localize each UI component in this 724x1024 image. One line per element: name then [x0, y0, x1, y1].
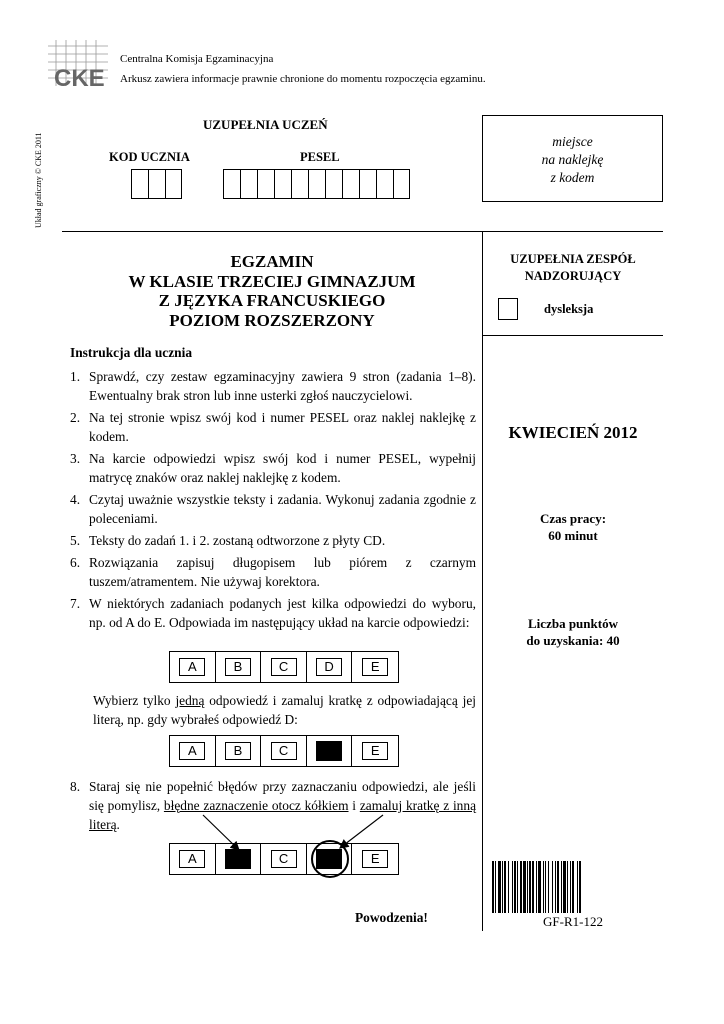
student-section-title: UZUPEŁNIA UCZEŃ — [203, 117, 328, 132]
answer-slot — [261, 652, 307, 682]
answer-slot — [352, 736, 398, 766]
detail-text: Wybierz tylko — [93, 693, 176, 708]
pesel-cell[interactable] — [257, 169, 274, 199]
code-cell[interactable] — [148, 169, 165, 199]
instruction-num: 4. — [70, 492, 81, 507]
pesel-cell[interactable] — [393, 169, 410, 199]
answer-slot — [170, 736, 216, 766]
code-cell[interactable] — [131, 169, 148, 199]
exam-title-line: EGZAMIN — [230, 252, 314, 271]
answer-letter: D — [316, 658, 342, 676]
detail-text: odpowiedź i zamaluj kratkę z odpowiadającą jej literą, np. gdy wybrałeś odpowiedź D: — [93, 693, 477, 727]
answer-slot — [216, 652, 262, 682]
exam-title-line: Z JĘZYKA FRANCUSKIEGO — [158, 291, 386, 310]
time-value: 60 minut — [548, 528, 598, 543]
pesel-input[interactable] — [223, 169, 410, 199]
instructions-list — [70, 367, 476, 635]
filled-box — [316, 741, 342, 761]
column-divider — [482, 231, 483, 931]
instruction-text: W niektórych zadaniach podanych jest kilka odpowiedzi do wyboru, np. od A do E. Odpowiada im następujący układ na karcie odpowiedzi: — [89, 596, 476, 630]
instruction-text: . — [116, 817, 120, 832]
points-label: Liczba punktów — [528, 616, 618, 631]
exam-title-line: POZIOM ROZSZERZONY — [169, 310, 375, 330]
pesel-cell[interactable] — [291, 169, 308, 199]
instruction-item — [70, 531, 476, 550]
instruction-num: 5. — [70, 533, 81, 548]
confidential-notice: Arkusz zawiera informacje prawnie chronione do momentu rozpoczęcia egzaminu. — [120, 73, 486, 85]
answer-letter: A — [179, 658, 205, 676]
answer-letter: E — [362, 742, 388, 760]
exam-date: KWIECIEŃ 2012 — [508, 423, 638, 442]
side-label: Układ graficzny © CKE 2011 — [34, 132, 43, 228]
answer-letter: A — [179, 850, 205, 868]
instruction-text: Staraj się nie popełnić błędów przy zaznaczaniu odpowiedzi, ale jeśli się pomylisz, — [89, 779, 476, 813]
instruction-text: Sprawdź, czy zestaw egzaminacyjny zawiera 9 stron (zadania 1–8). Ewentualny brak stron lub inne usterki zgłoś nauczycielowi. — [89, 369, 476, 403]
answer-letter: E — [362, 658, 388, 676]
pesel-cell[interactable] — [359, 169, 376, 199]
svg-text:CKE: CKE — [54, 65, 105, 92]
dyslexia-label: dysleksja — [544, 302, 594, 316]
instruction-text: Teksty do zadań 1. i 2. zostaną odtworzone z płyty CD. — [89, 533, 386, 548]
pesel-cell[interactable] — [376, 169, 393, 199]
instruction-text: i — [348, 798, 360, 813]
answer-slot — [307, 844, 353, 874]
instruction-text: Na karcie odpowiedzi wpisz swój kod i numer PESEL, wypełnij matrycę znaków oraz naklej naklejkę z kodem. — [89, 451, 476, 485]
exam-title-line: W KLASIE TRZECIEJ GIMNAZJUM — [128, 271, 416, 291]
answer-example-row-corrected — [169, 843, 399, 875]
instruction-num: 7. — [70, 596, 81, 611]
pesel-cell[interactable] — [223, 169, 240, 199]
instruction-item — [70, 594, 476, 632]
detail-emphasis: jedną — [175, 693, 205, 708]
instruction-item — [70, 490, 476, 528]
divider — [62, 231, 663, 232]
logo-grid-icon — [48, 40, 108, 92]
dyslexia-checkbox[interactable] — [498, 298, 518, 320]
pesel-cell[interactable] — [342, 169, 359, 199]
answer-letter: C — [271, 850, 297, 868]
barcode — [492, 861, 658, 913]
instruction-num: 8. — [70, 779, 81, 794]
pesel-cell[interactable] — [240, 169, 257, 199]
pesel-cell[interactable] — [308, 169, 325, 199]
instruction-text: Rozwiązania zapisuj długopisem lub piórem z czarnym tuszem/atramentem. Nie używaj korektora. — [89, 555, 476, 589]
answer-example-row-filled — [169, 735, 399, 767]
instruction-num: 1. — [70, 369, 81, 384]
answer-slot — [170, 652, 216, 682]
answer-example-row — [169, 651, 399, 683]
sticker-line: z kodem — [550, 170, 595, 185]
answer-letter: A — [179, 742, 205, 760]
answer-slot — [216, 844, 262, 874]
barcode-icon — [492, 861, 658, 913]
answer-slot — [307, 652, 353, 682]
points-info — [483, 615, 663, 649]
instruction-num: 6. — [70, 555, 81, 570]
pesel-label: PESEL — [300, 150, 340, 164]
closing-message: Powodzenia! — [355, 910, 428, 925]
answer-slot — [352, 652, 398, 682]
answer-letter: C — [271, 742, 297, 760]
answer-slot — [261, 736, 307, 766]
filled-box — [225, 849, 251, 869]
pesel-cell[interactable] — [325, 169, 342, 199]
instruction-item — [70, 408, 476, 446]
exam-title — [62, 252, 482, 330]
sticker-placeholder — [482, 115, 663, 202]
cke-logo — [48, 40, 108, 92]
answer-slot — [261, 844, 307, 874]
divider — [482, 335, 663, 336]
time-label: Czas pracy: — [539, 511, 607, 526]
supervisors-title — [483, 251, 663, 285]
instruction-num: 3. — [70, 451, 81, 466]
instruction-item — [70, 367, 476, 405]
instruction-7-detail — [93, 691, 476, 729]
instruction-text: Na tej stronie wpisz swój kod i numer PESEL oraz naklej naklejkę z kodem. — [89, 410, 476, 444]
answer-slot — [216, 736, 262, 766]
exam-code: GF-R1-122 — [543, 914, 603, 929]
instructions-title: Instrukcja dla ucznia — [70, 345, 193, 360]
circle-mark-icon — [311, 840, 349, 878]
answer-letter: B — [225, 658, 251, 676]
sticker-line: miejsce — [552, 134, 593, 149]
institution-name: Centralna Komisja Egzaminacyjna — [120, 53, 274, 65]
student-code-label: KOD UCZNIA — [109, 150, 190, 164]
code-cell[interactable] — [165, 169, 182, 199]
instruction-emphasis: błędne zaznaczenie otocz kółkiem — [163, 798, 349, 813]
instruction-num: 2. — [70, 410, 81, 425]
instruction-item — [70, 449, 476, 487]
answer-slot — [352, 844, 398, 874]
sticker-line: na naklejkę — [541, 152, 604, 167]
answer-letter: C — [271, 658, 297, 676]
time-info — [483, 510, 663, 544]
pesel-cell[interactable] — [274, 169, 291, 199]
supervisors-title-line: NADZORUJĄCY — [524, 269, 622, 283]
answer-slot — [307, 736, 353, 766]
instruction-emphasis: zamaluj kratkę z inną literą — [89, 798, 477, 832]
answer-slot — [170, 844, 216, 874]
points-value: do uzyskania: 40 — [526, 633, 620, 648]
student-code-input[interactable] — [131, 169, 182, 199]
instruction-text: Czytaj uważnie wszystkie teksty i zadania. Wykonuj zadania zgodnie z poleceniami. — [89, 492, 476, 526]
answer-letter: E — [362, 850, 388, 868]
answer-letter: B — [225, 742, 251, 760]
supervisors-title-line: UZUPEŁNIA ZESPÓŁ — [510, 252, 636, 266]
instruction-item — [70, 553, 476, 591]
